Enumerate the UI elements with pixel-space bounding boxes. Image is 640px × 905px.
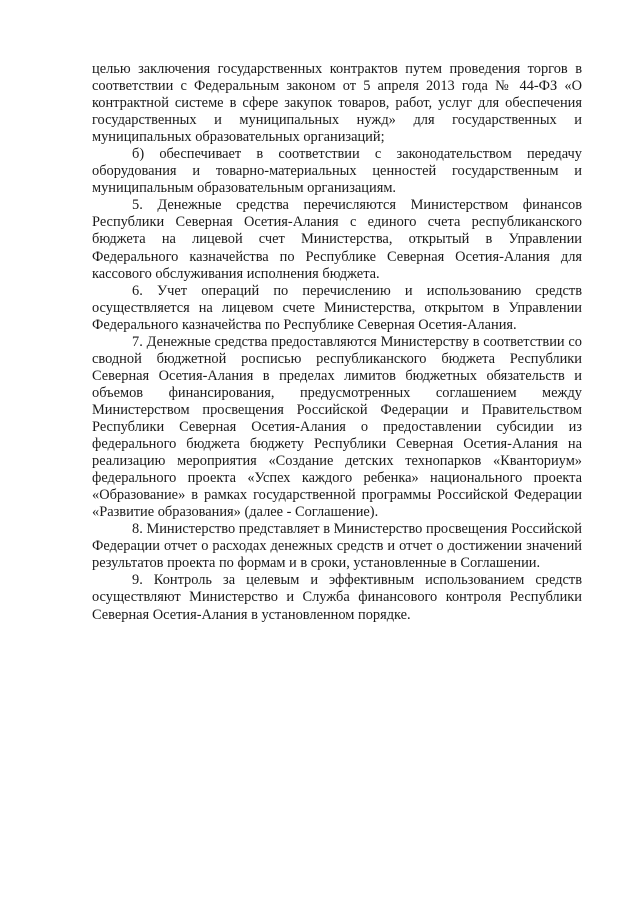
paragraph-6: 6. Учет операций по перечислению и использованию средств осуществляется на лицевом счете Министерства, открытом в Управлении Федерального казначейства по Республике Северная Осетия-Алания. — [92, 282, 582, 333]
document-body — [92, 61, 582, 624]
paragraph-8: 8. Министерство представляет в Министерство просвещения Российской Федерации отчет о расходах денежных средств и отчет о достижении значений результатов проекта по формам и в сроки, установленные в Соглашении. — [92, 521, 582, 572]
paragraph-5: 5. Денежные средства перечисляются Министерством финансов Республики Северная Осетия-Алания с единого счета республиканского бюджета на лицевой счет Министерства, открытый в Управлении Федерального казначейства по Республике Северная Осетия-Алания для кассового обслуживания исполнения бюджета. — [92, 197, 582, 282]
paragraph-7: 7. Денежные средства предоставляются Министерству в соответствии со сводной бюджетной росписью республиканского бюджета Республики Северная Осетия-Алания в пределах лимитов бюджетных обязательств и объемов финансирования, предусмотренных соглашением между Министерством просвещения Российской Федерации и Правительством Республики Северная Осетия-Алания о предоставлении субсидии из федерального бюджета бюджету Республики Северная Осетия-Алания на реализацию мероприятия «Создание детских технопарков «Кванториум» федерального проекта «Успех каждого ребенка» национального проекта «Образование» в рамках государственной программы Российской Федерации «Развитие образования» (далее - Соглашение). — [92, 333, 582, 521]
paragraph-continuation: целью заключения государственных контрактов путем проведения торгов в соответствии с Федеральным законом от 5 апреля 2013 года № 44-ФЗ «О контрактной системе в сфере закупок товаров, работ, услуг для обеспечения государственных и муниципальных нужд» для государственных и муниципальных образовательных организаций; — [92, 61, 582, 146]
paragraph-b: б) обеспечивает в соответствии с законодательством передачу оборудования и товарно-материальных ценностей государственным и муниципальным образовательным организациям. — [92, 146, 582, 197]
paragraph-9: 9. Контроль за целевым и эффективным использованием средств осуществляют Министерство и Служба финансового контроля Республики Северная Осетия-Алания в установленном порядке. — [92, 572, 582, 623]
